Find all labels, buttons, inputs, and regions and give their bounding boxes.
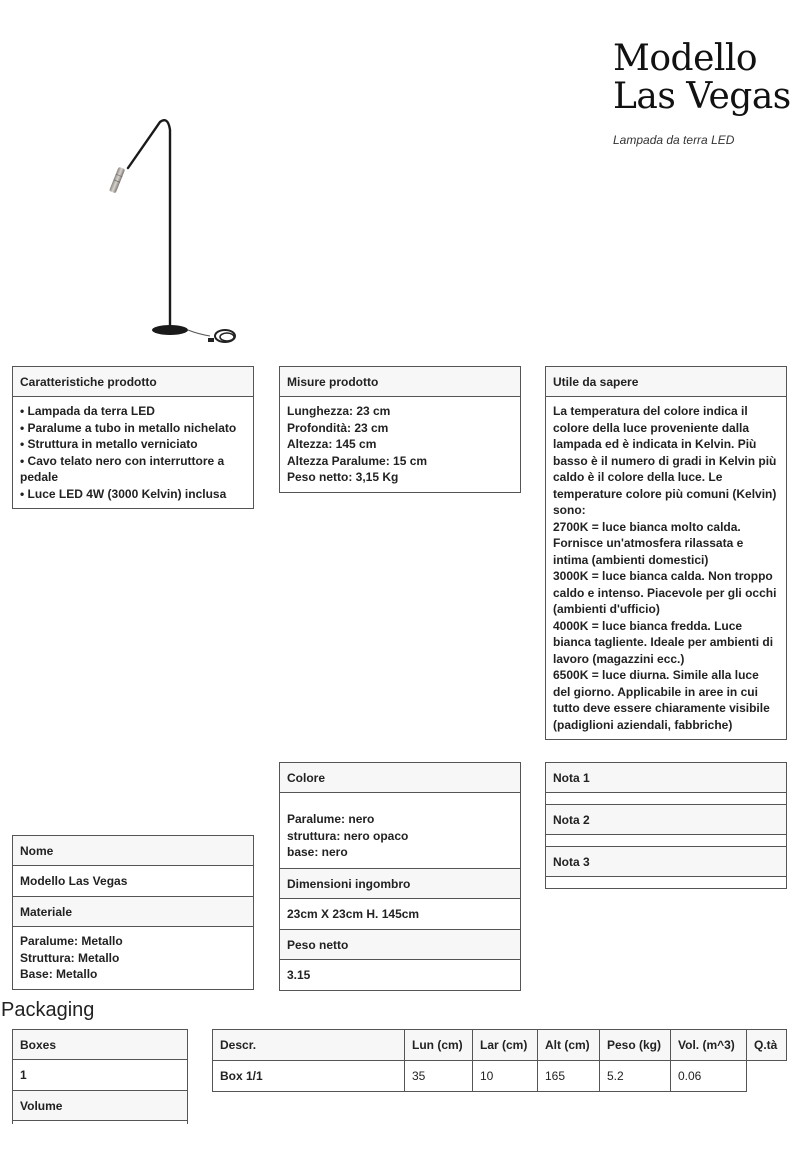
- color-label: Colore: [280, 763, 520, 793]
- cell-length: 35: [405, 1061, 473, 1092]
- measures-box: [279, 366, 521, 493]
- page-subtitle: Lampada da terra LED: [613, 133, 735, 147]
- boxes-value: 1: [13, 1060, 187, 1091]
- features-list: [13, 397, 253, 508]
- color-item: struttura: nero opaco: [287, 828, 409, 843]
- info-paragraph: La temperatura del colore indica il colore della luce proveniente dalla lampada ed è indicata in Kelvin. Più basso è il numero di gradi in Kelvin più caldo è il colore della luce. Le temperature colore più comuni (Kelvin) sono:: [553, 404, 777, 517]
- packaging-summary: [12, 1029, 188, 1124]
- material-values: [13, 927, 253, 990]
- packaging-heading: Packaging: [1, 999, 95, 1021]
- cell-descr: Box 1/1: [213, 1061, 405, 1092]
- features-header: Caratteristiche prodotto: [13, 367, 253, 397]
- cell-height: 165: [538, 1061, 600, 1092]
- feature-item: • Struttura in metallo verniciato: [20, 437, 198, 451]
- cell-weight: 5.2: [600, 1061, 671, 1092]
- measure-item: Profondità: 23 cm: [287, 420, 389, 435]
- note-2-value: [546, 835, 786, 847]
- note-1-value: [546, 793, 786, 805]
- notes-table: [545, 762, 787, 889]
- weight-label: Peso netto: [280, 930, 520, 960]
- measure-item: Altezza: 145 cm: [287, 437, 377, 451]
- feature-item: • Luce LED 4W (3000 Kelvin) inclusa: [20, 486, 227, 501]
- measures-header: Misure prodotto: [280, 367, 520, 397]
- features-box: [12, 366, 254, 509]
- measure-item: Altezza Paralume: 15 cm: [287, 453, 428, 468]
- title-line-2: Las Vegas: [613, 76, 791, 117]
- col-quantity: Q.tà: [747, 1030, 787, 1061]
- name-material-table: [12, 835, 254, 990]
- useful-info-header: Utile da sapere: [546, 367, 786, 397]
- material-item: Struttura: Metallo: [20, 950, 120, 965]
- material-item: Paralume: Metallo: [20, 934, 123, 948]
- table-row: [213, 1061, 787, 1092]
- color-dimensions-table: [279, 762, 521, 991]
- feature-item: • Cavo telato nero con interruttore a pedale: [20, 453, 225, 484]
- dimensions-value: 23cm X 23cm H. 145cm: [280, 899, 520, 930]
- col-width: Lar (cm): [473, 1030, 538, 1061]
- name-value: Modello Las Vegas: [13, 866, 253, 897]
- boxes-label: Boxes: [13, 1030, 187, 1060]
- note-3-label: Nota 3: [546, 847, 786, 877]
- floor-lamp-icon: [50, 108, 300, 348]
- color-values: [280, 793, 520, 869]
- measure-item: Peso netto: 3,15 Kg: [287, 470, 399, 484]
- product-image: [50, 108, 300, 348]
- color-item: Paralume: nero: [287, 812, 375, 826]
- measures-list: [280, 397, 520, 492]
- info-paragraph: 2700K = luce bianca molto calda. Fornisce un'atmosfera rilassata e intima (ambienti domestici): [553, 519, 744, 567]
- cell-quantity: [747, 1061, 787, 1092]
- cell-volume: 0.06: [671, 1061, 747, 1092]
- material-item: Base: Metallo: [20, 967, 98, 981]
- feature-item: • Paralume a tubo in metallo nichelato: [20, 420, 237, 435]
- note-2-label: Nota 2: [546, 805, 786, 835]
- col-weight: Peso (kg): [600, 1030, 671, 1061]
- name-label: Nome: [13, 836, 253, 866]
- volume-label: Volume: [13, 1091, 187, 1121]
- cell-width: 10: [473, 1061, 538, 1092]
- col-height: Alt (cm): [538, 1030, 600, 1061]
- packaging-table-header: [213, 1030, 787, 1061]
- dimensions-label: Dimensioni ingombro: [280, 869, 520, 899]
- col-length: Lun (cm): [405, 1030, 473, 1061]
- note-3-value: [546, 877, 786, 889]
- info-paragraph: 3000K = luce bianca calda. Non troppo caldo e intenso. Piacevole per gli occhi (ambienti d'ufficio): [553, 569, 777, 616]
- col-descr: Descr.: [213, 1030, 405, 1061]
- note-1-label: Nota 1: [546, 763, 786, 793]
- info-paragraph: 6500K = luce diurna. Simile alla luce del giorno. Applicabile in aree in cui tutto deve essere chiaramente visibile (padiglioni aziendali, fabbriche): [553, 668, 770, 732]
- packaging-table: [212, 1029, 787, 1092]
- col-volume: Vol. (m^3): [671, 1030, 747, 1061]
- color-item: base: nero: [287, 845, 348, 859]
- useful-info-text: [546, 397, 786, 739]
- info-paragraph: 4000K = luce bianca fredda. Luce bianca tagliente. Ideale per ambienti di lavoro (magazzini ecc.): [553, 618, 774, 666]
- title-line-1: Modello: [613, 38, 758, 79]
- material-label: Materiale: [13, 897, 253, 927]
- feature-item: • Lampada da terra LED: [20, 404, 155, 418]
- measure-item: Lunghezza: 23 cm: [287, 404, 391, 418]
- volume-value: [13, 1121, 187, 1124]
- useful-info-box: [545, 366, 787, 740]
- page-title: [613, 40, 791, 116]
- weight-value: 3.15: [280, 960, 520, 991]
